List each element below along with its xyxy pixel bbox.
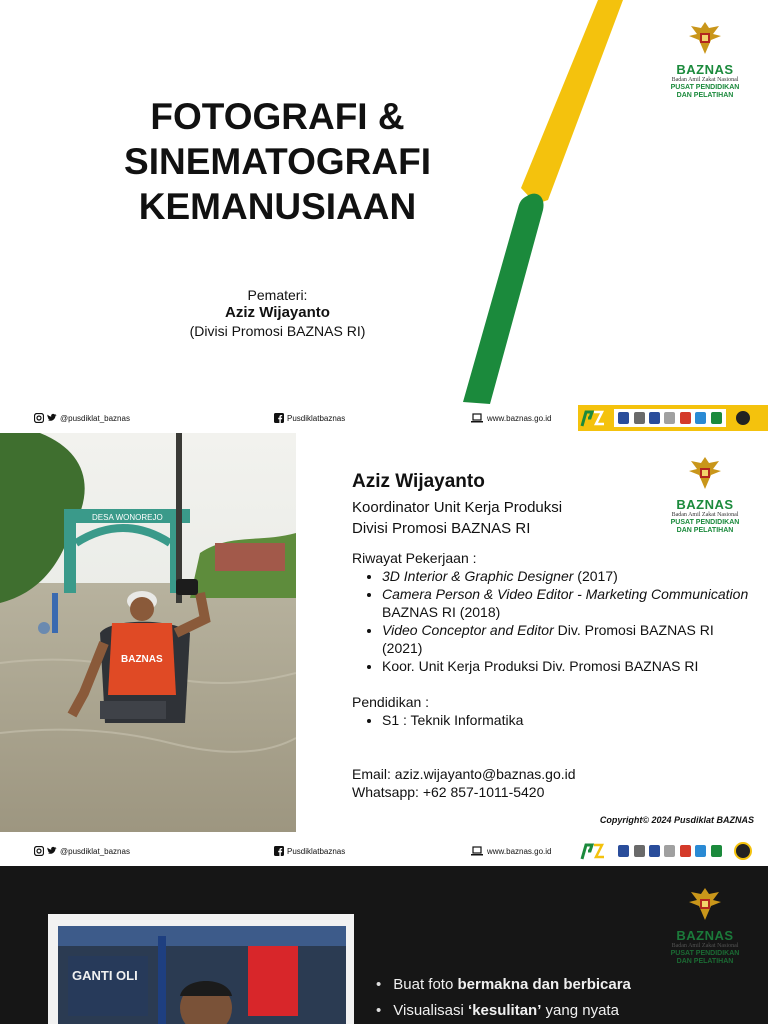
cert-icon [711,845,722,857]
list-item [382,657,752,675]
baznas-logo [660,18,750,100]
contact-block [352,765,752,801]
list-item [376,998,631,1024]
page-title [100,94,455,229]
work-heading: Riwayat Pekerjaan : [352,550,477,566]
footer-bar [0,405,768,431]
title-line-3: KEMANUSIAAN [138,186,417,227]
certification-logos [614,409,726,427]
seal-icon [734,842,752,860]
facebook-icon [274,413,284,423]
work-title: Video Conceptor and Editor [382,622,554,638]
bio-role-1: Koordinator Unit Kerja Produksi [352,499,563,516]
footer-website-text: www.baznas.go.id [487,413,552,423]
cert-icon [680,845,691,857]
garuda-emblem-icon [685,453,725,493]
tip-text: Visualisasi [393,1002,469,1019]
mechanic-photo [58,926,346,1024]
baznas-logo [660,453,750,535]
cert-icon [649,845,660,857]
bio-role-2: Divisi Promosi BAZNAS RI [352,520,531,537]
logo-unit-1: PUSAT PENDIDIKAN [670,84,740,91]
vest-text: BAZNAS [121,654,163,665]
logo-unit-1: PUSAT PENDIDIKAN [670,519,740,526]
cert-icon [695,845,706,857]
garuda-emblem-icon [685,884,725,924]
logo-unit-1: PUSAT PENDIDIKAN [670,950,740,957]
logo-unit-2: DAN PELATIHAN [676,92,734,99]
twitter-icon [47,846,57,856]
list-item: • S1 : Teknik Informatika [382,711,752,729]
logo-subtitle: Badan Amil Zakat Nasional [671,512,739,518]
certification-logos [614,842,726,860]
edu-list [352,711,752,729]
partner-logos [578,405,768,431]
cert-icon [695,412,706,424]
work-detail: Koor. Unit Kerja Produksi Div. Promosi BAZNAS RI [382,658,699,674]
logo-brand: BAZNAS [676,62,734,77]
cert-icon [634,412,645,424]
g2-logo-icon [580,408,606,428]
logo-unit-2: DAN PELATIHAN [676,958,734,965]
facebook-icon [274,846,284,856]
work-title: 3D Interior & Graphic Designer [382,568,574,584]
cert-icon [618,412,629,424]
title-line-1: FOTOGRAFI & [150,96,405,137]
seal-icon [734,409,752,427]
footer-social-text: @pusdiklat_baznas [60,846,130,856]
tip-emphasis: bermakna dan berbicara [457,976,631,993]
footer-bar [0,838,768,864]
photo-sign-text: GANTI OLI [72,968,138,983]
g2-logo-icon [580,841,606,861]
presenter-block [150,286,405,340]
photo-sign-text: DESA WONOREJO [92,513,163,522]
contact-email[interactable]: Email: aziz.wijayanto@baznas.go.id [352,766,576,782]
baznas-logo [660,884,750,966]
footer-website[interactable] [470,846,551,856]
title-line-2: SINEMATOGRAFI [124,141,431,182]
footer-facebook[interactable] [274,413,345,423]
presenter-label: Pemateri: [247,287,308,303]
bio-name: Aziz Wijayanto [352,471,485,492]
instagram-icon [34,413,44,423]
work-list [352,567,752,675]
list-item [382,585,752,621]
footer-facebook[interactable] [274,846,345,856]
cert-icon [664,412,675,424]
laptop-icon [470,846,484,856]
tips-list [376,972,631,1024]
cert-icon [711,412,722,424]
cert-icon [634,845,645,857]
list-item [376,972,631,998]
slide-profile [0,433,768,865]
cert-icon [664,845,675,857]
flood-photo [0,433,296,832]
edu-heading: Pendidikan : [352,694,430,710]
work-title: Camera Person & Video Editor - Marketing Communication [382,586,749,602]
presenter-affiliation: (Divisi Promosi BAZNAS RI) [189,323,366,339]
work-detail: Div. Promosi BAZNAS RI (2021) [382,622,714,656]
footer-social[interactable] [34,413,130,423]
laptop-icon [470,413,484,423]
cert-icon [680,412,691,424]
list-item [382,621,752,657]
logo-unit-2: DAN PELATIHAN [676,527,734,534]
presenter-name: Aziz Wijayanto [225,304,330,321]
footer-social-text: @pusdiklat_baznas [60,413,130,423]
garuda-emblem-icon [685,18,725,58]
logo-subtitle: Badan Amil Zakat Nasional [671,77,739,83]
slide-title [0,0,768,432]
footer-social[interactable] [34,846,130,856]
copyright-text: Copyright© 2024 Pusdiklat BAZNAS [599,815,754,825]
footer-website[interactable] [470,413,551,423]
twitter-icon [47,413,57,423]
footer-website-text: www.baznas.go.id [487,846,552,856]
logo-brand: BAZNAS [676,928,734,943]
footer-facebook-text: Pusdiklatbaznas [287,846,346,856]
instagram-icon [34,846,44,856]
work-detail: (2017) [573,568,618,584]
slide-tips [0,866,768,1024]
tip-emphasis: ‘kesulitan’ [468,1002,542,1019]
partner-logos [578,838,768,864]
list-item [382,567,752,585]
cert-icon [649,412,660,424]
work-detail: BAZNAS RI (2018) [382,604,501,620]
tip-text: Buat foto [393,976,458,993]
contact-whatsapp[interactable]: Whatsapp: +62 857-1011-5420 [352,784,545,800]
logo-brand: BAZNAS [676,497,734,512]
tip-text: yang nyata [541,1002,619,1019]
footer-facebook-text: Pusdiklatbaznas [287,413,346,423]
cert-icon [618,845,629,857]
logo-subtitle: Badan Amil Zakat Nasional [671,943,739,949]
